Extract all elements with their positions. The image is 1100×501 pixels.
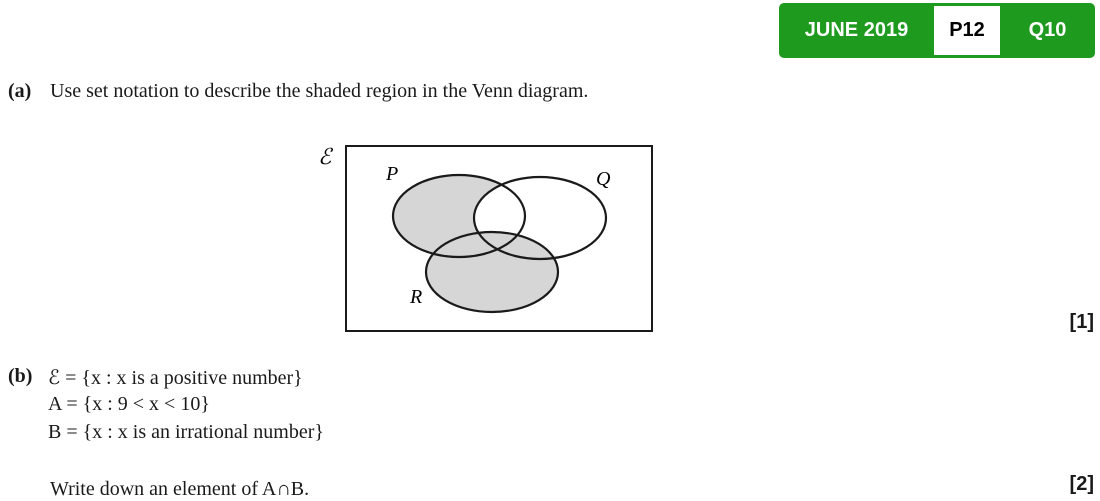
set-b-definition: B = {x : x is an irrational number}	[48, 421, 324, 443]
set-r-label: R	[410, 286, 423, 308]
part-a-label: (a)	[8, 80, 32, 102]
part-b-marks: [2]	[1069, 473, 1094, 495]
part-b-label: (b)	[8, 365, 33, 387]
question-reference-badge	[779, 3, 1095, 58]
part-a-marks: [1]	[1069, 311, 1094, 333]
part-b-instruction: Write down an element of A∩B.	[50, 478, 310, 500]
venn-diagram	[310, 138, 656, 334]
set-q-label: Q	[596, 168, 611, 190]
part-a-prompt: Use set notation to describe the shaded region in the Venn diagram.	[50, 80, 589, 102]
universal-set-symbol: ℰ	[318, 144, 332, 169]
set-a-definition: A = {x : 9 < x < 10}	[48, 393, 210, 415]
universal-set-definition: ℰ = {x : x is a positive number}	[48, 367, 303, 389]
set-p-label: P	[386, 163, 399, 185]
exam-session: JUNE 2019	[804, 19, 909, 41]
question-number: Q10	[1028, 19, 1067, 41]
paper-number: P12	[934, 6, 1000, 55]
shaded-region	[393, 175, 606, 312]
